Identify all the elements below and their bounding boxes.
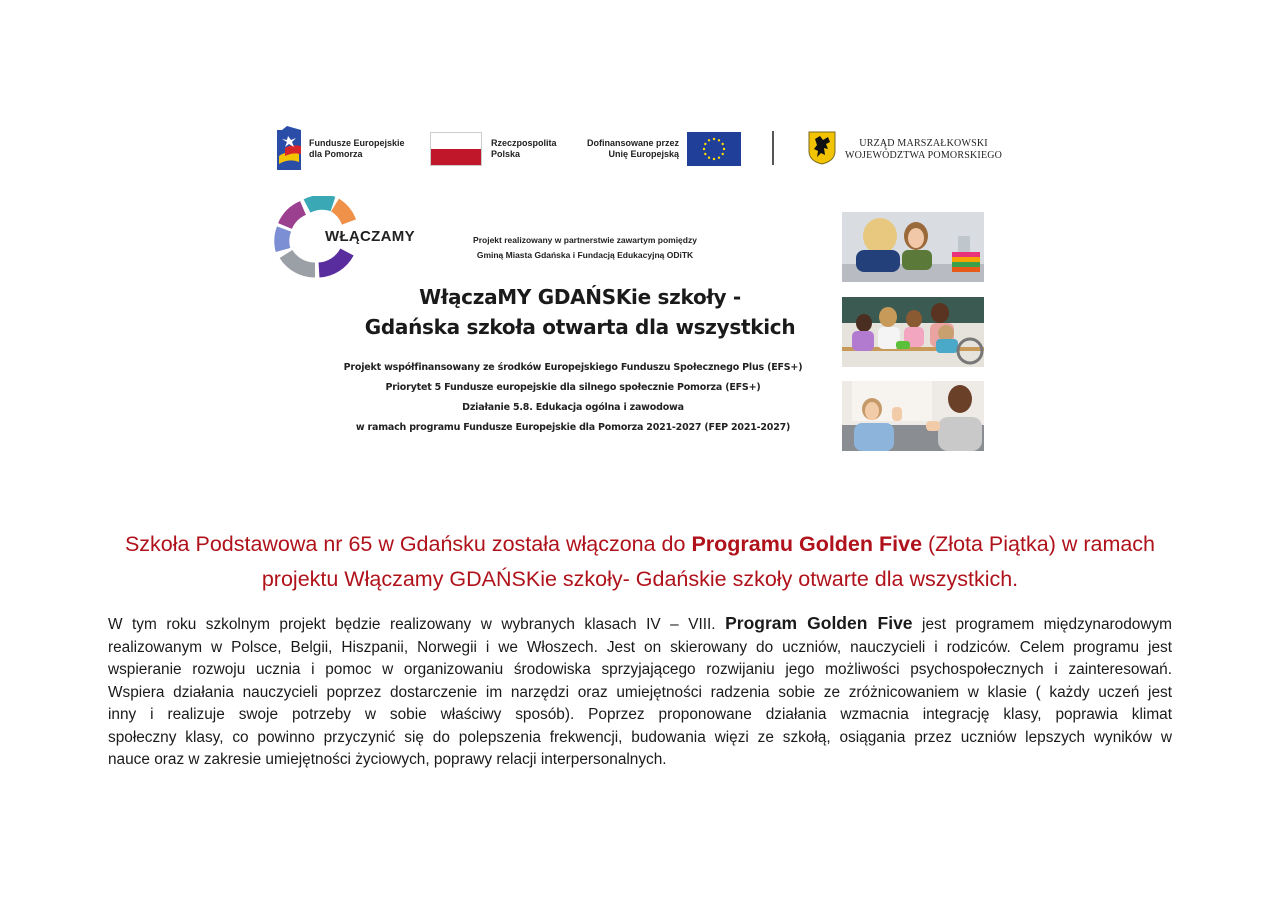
announcement-text: Szkoła Podstawowa nr 65 w Gdańsku została włączona do xyxy=(124,532,692,556)
project-title-line1: WłączaMY GDAŃSKie szkoły - xyxy=(419,285,741,309)
fundusze-europejskie-logo xyxy=(277,126,412,170)
polish-flag-icon xyxy=(430,132,482,166)
paragraph-line: wspieranie rozwoju ucznia i pomoc w organizowaniu środowiska sprzyjającego rozwijaniu jego możliwości psychospołecznych i zainteresowań. xyxy=(108,661,1172,678)
fep-label xyxy=(309,138,405,160)
fep-line1: Fundusze Europejskie xyxy=(309,138,405,148)
fep-star-icon xyxy=(277,126,301,170)
photo-children-classroom xyxy=(842,297,984,367)
text-span: jest programem międzynarodowym xyxy=(912,616,1172,633)
wlaczamy-logo xyxy=(271,196,431,278)
paragraph-line: realizowanym w Polsce, Belgii, Hiszpanii, Norwegii i we Włoszech. Jest on skierowany do uczniów, nauczycieli i rodziców. Celem programu jest xyxy=(108,638,1172,656)
announcement-line2: projektu Włączamy GDAŃSKie szkoły- Gdańskie szkoły otwarte dla wszystkich. xyxy=(261,567,1019,591)
paragraph-line: nauce oraz w zakresie umiejętności życiowych, poprawy relacji interpersonalnych. xyxy=(108,751,667,768)
paragraph-line: Wspiera działania nauczycieli poprzez dostarczenie im narzędzi oraz umiejętności radzenia sobie ze zróżnicowaniem w klasie ( każdy uczeń jest xyxy=(108,683,1172,701)
urzad-marszalkowski-logo xyxy=(808,126,1008,170)
eu-line1: Dofinansowane przez xyxy=(586,138,679,148)
announcement-text: (Złota Piątka) w ramach xyxy=(922,532,1156,556)
paragraph-line xyxy=(108,612,1172,637)
announcement-line1 xyxy=(100,527,1180,562)
poland-line2: Polska xyxy=(491,149,521,159)
eu-line2: Unię Europejską xyxy=(608,149,679,159)
wlaczamy-wordmark: WŁĄCZAMY xyxy=(325,228,415,245)
eu-cofunded-logo xyxy=(581,132,741,166)
golden-five-announcement xyxy=(100,527,1180,597)
program-description xyxy=(108,612,1172,772)
paragraph-line: inny i realizuje swoje potrzeby w sobie właściwy sposób). Poprzez proponowane działania wzmacnia integrację klasy, poprawia klimat xyxy=(108,706,1172,723)
funding-line: w ramach programu Fundusze Europejskie dla Pomorza 2021-2027 (FEP 2021-2027) xyxy=(355,422,791,433)
funding-logo-strip xyxy=(277,126,1003,170)
photo-sign-language xyxy=(842,381,984,451)
program-name-bold: Programu Golden Five xyxy=(691,532,923,556)
text-span: W tym roku szkolnym projekt będzie realizowany w wybranych klasach IV – VIII. xyxy=(108,616,726,633)
funding-line: Działanie 5.8. Edukacja ogólna i zawodowa xyxy=(462,402,684,413)
project-title xyxy=(300,282,860,342)
eu-label xyxy=(587,138,679,160)
funding-info xyxy=(300,358,846,438)
project-title-line2: Gdańska szkoła otwarta dla wszystkich xyxy=(364,315,796,339)
paragraph-line: społeczny klasy, co powinno przyczynić się do polepszenia frekwencji, budowania więzi ze szkołą, osiągania przez uczniów lepszych wyników w xyxy=(108,728,1172,746)
marshal-line2: WOJEWÓDZTWA POMORSKIEGO xyxy=(845,150,1003,161)
eu-flag-icon xyxy=(687,132,741,166)
logo-divider xyxy=(772,131,774,165)
marshal-line1: URZĄD MARSZAŁKOWSKI xyxy=(859,138,988,149)
photo-teacher-girl xyxy=(842,212,984,282)
poland-line1: Rzeczpospolita xyxy=(491,138,557,148)
rzeczpospolita-polska-logo xyxy=(430,132,565,166)
fep-line2: dla Pomorza xyxy=(309,149,363,159)
partnership-line1: Projekt realizowany w partnerstwie zawartym pomiędzy xyxy=(473,235,697,245)
griffin-crest-icon xyxy=(808,131,836,165)
funding-line: Projekt współfinansowany ze środków Europejskiego Funduszu Społecznego Plus (EFS+) xyxy=(343,362,803,373)
poland-label xyxy=(491,138,557,160)
partnership-note xyxy=(430,233,740,263)
program-name-bold: Program Golden Five xyxy=(725,613,913,633)
marshal-label xyxy=(845,138,1002,162)
partnership-line2: Gminą Miasta Gdańska i Fundacją Edukacyjną ODiTK xyxy=(476,250,694,260)
funding-line: Priorytet 5 Fundusze europejskie dla silnego społecznie Pomorza (EFS+) xyxy=(385,382,761,393)
